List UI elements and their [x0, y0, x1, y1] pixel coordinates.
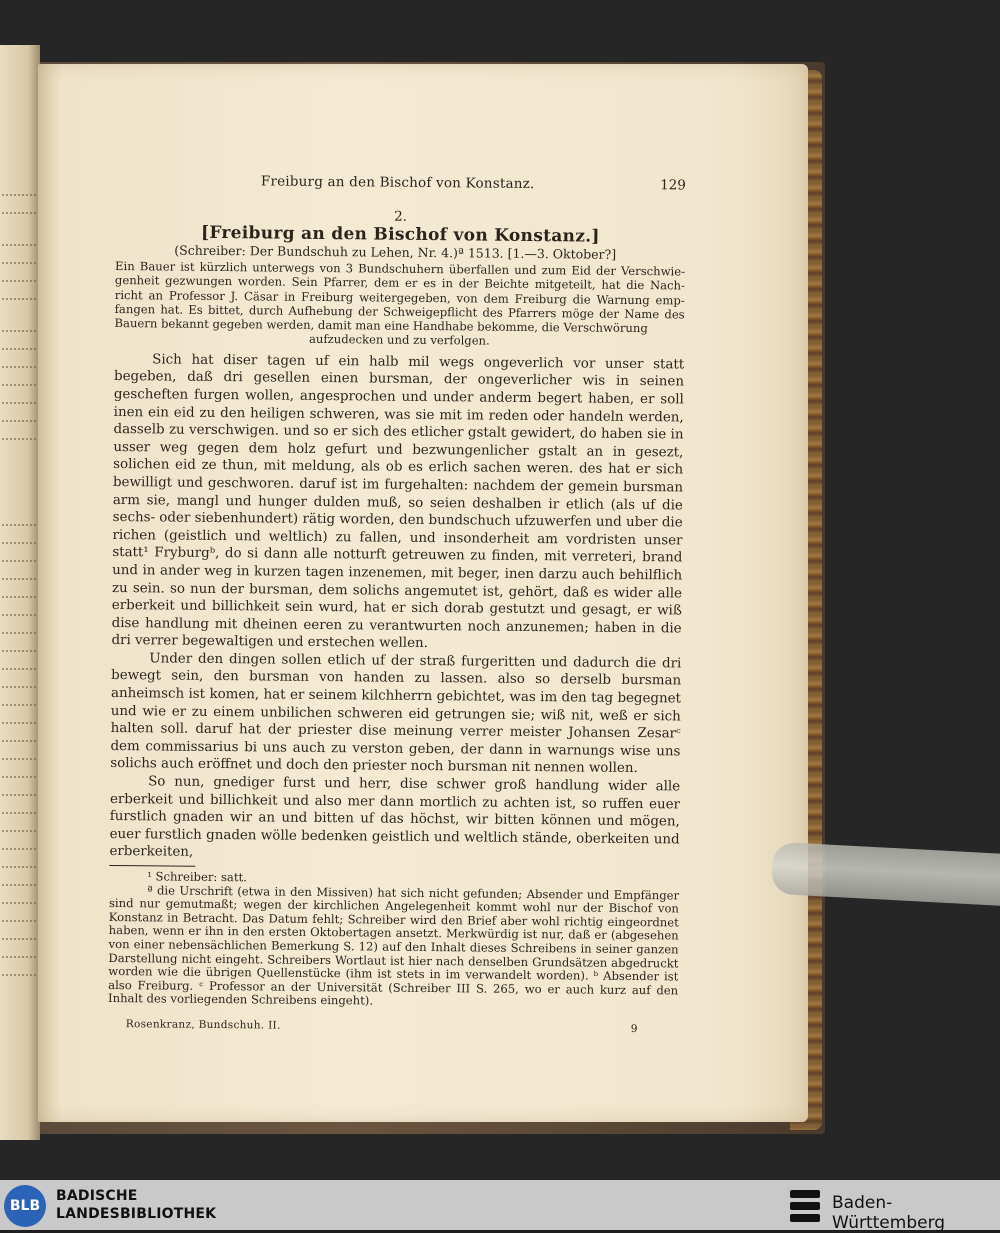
- summary-line-last: aufzudecken und zu verfolgen.: [308, 332, 490, 349]
- document-summary: [114, 259, 685, 350]
- page-number: 129: [660, 177, 686, 194]
- footer-bar: [0, 1180, 1000, 1233]
- footnote: ª die Urschrift (etwa in den Missiven) hat sich nicht gefunden; Absender und Empfänger sind nur gemutmaßt; wegen der kirchlichen Angelegenheit kommt wohl nur der Bischof von Konstanz in Betracht. Das Datum fehlt; Schreiber wird den Brief aber wohl richtig eingeordnet haben, wenn er ihn in den ersten Oktobertagen ansetzt. Merkwürdig ist nur, daß er (abgesehen von einer nebensächlichen Bemerkung S. 12) auf den Inhalt dieses Schreibens in seiner ganzen Darstellung nicht eingeht. Schreibers Wortlaut ist hier nach denselben Grundsätzen abgedruckt worden wie die übrigen Quellenstücke (ihm ist stets in im verwandelt worden). ᵇ Absender ist also Freiburg. ᶜ Professor an der Universität (Schreiber III S. 265, wo er auch kurz auf den Inhalt des vorliegenden Schreibens eingeht).: [108, 882, 680, 1008]
- footnote-divider: [109, 865, 195, 867]
- document-meta: (Schreiber: Der Bundschuh zu Lehen, Nr. 4.)ª 1513. [1.—3. Oktober?]: [174, 242, 617, 262]
- footnote: ¹ Schreiber: satt.: [147, 869, 247, 885]
- page-text-block: [108, 172, 686, 1035]
- body-paragraph: Sich hat diser tagen uf ein halb mil wegs ongeverlich vor unser statt begeben, daß dri gesellen einen bursman, der ongeverlicher wis in seinen gescheften furgen wollen, angesprochen und under anderm begert haben, er soll inen ein eid zu den heiligen schweren, was sie mit im reden oder handeln werden, dasselb zu verschwigen. und so er sich des etlicher gstalt gewidert, do haben sie in usser weg gegen dem holz gefurt und bezwungenlicher gstalt an in gesezt, solichen eid ze thun, mit meldung, als ob es erlich sachen weren. des hat er sich bewilligt und geschworen. daruf ist im furgehalten: nachdem der gemein bursman arm sie, mangl und hunger dulden muß, so seien deshalben ir etlich (als uf die sechs- oder siebenhundert) rätig worden, den bundschuch ufzuwerfen und uber die richen (geistlich und weltlich) zu fallen, und insonderheit am vordristen unser statt¹ Fryburgᵇ, do si dann alle notturft getreuwen zu finden, mit verreteri, brand und in ander weg in kurzen tagen inzenemen, mit beger, inen darzu auch behilflich zu sein. so nun der bursman, dem solichs angemutet ist, gehört, daß es wider alle erberkeit und billichkeit sein wurd, hat er sich dorab gestutzt und gesagt, er wiß dise handlung mit dheinen eeren zu verantwurten noch anzunemen; haben in die dri verrer begewaltigen und erstechen wellen.: [111, 352, 685, 652]
- footnotes: [108, 870, 679, 1011]
- summary-line: fangen hat. Es bittet, durch Aufhebung der Schweigepflicht des Pfarrers möge der Name: [114, 301, 660, 322]
- body-paragraph: So nun, gnediger furst und herr, dise schwer groß handlung wider alle erberkeit und billichkeit und also mer dann mortlich zu achten ist, so ruffen euer furstlich gnaden wir an und bitten uf das höchst, wir bitten können und mögen, euer furstlich gnaden wölle bedenken geistlich und weltlich stände, oberkeiten und erberkeiten,: [109, 774, 681, 861]
- document-number: 2.: [394, 208, 408, 225]
- library-name[interactable]: [56, 1187, 216, 1223]
- summary-line: Ein Bauer ist kürzlich unterwegs von 3 Bundschuhern überfallen und zum Eid der Verschwie-: [115, 258, 686, 279]
- summary-line: genheit gezwungen worden. Sein Pfarrer, dem er es in der Beichte mitgeteilt, hat die Nach-: [114, 273, 686, 293]
- running-head: [116, 172, 686, 193]
- sheet-number: 9: [630, 1022, 638, 1035]
- book-page: [38, 64, 808, 1122]
- body-paragraph: Under den dingen sollen etlich uf der straß furgeritten und dadurch die dri bewegt sein, den bursman von handen zu lassen. also so derselb bursman anheimsch ist komen, hat er seinem kilchherrn gebichtet, was im den tag begegnet und wie er zu einem unbilichen schweren eid getrungen sie; wiß nit, weß er sich halten soll. daruf hat der priester dise meinung verrer meister Johansen Zesarᶜ dem commissarius bi uns auch zu verston geben, der dann in warnungs wise uns solichs auch eröffnet und doch den priester noch bursman nit nennen wollen.: [110, 651, 682, 777]
- baden-wuerttemberg-lions-icon[interactable]: [790, 1188, 824, 1224]
- library-name-line2: LANDESBIBLIOTHEK: [56, 1206, 217, 1222]
- blb-logo-icon[interactable]: BLB: [4, 1185, 46, 1227]
- library-name-line1: BADISCHE: [56, 1188, 138, 1204]
- summary-line: des Bauern bekannt gegeben werden, damit man eine Handhabe bekomme, die Verschwörung: [114, 307, 685, 336]
- summary-line: richt an Professor J. Cäsar in Freiburg weitergegeben, von dem Freiburg die Warnung emp-: [114, 287, 685, 308]
- state-name[interactable]: Baden-Württemberg: [832, 1193, 946, 1233]
- signature-text: Rosenkranz, Bundschuh. II.: [125, 1018, 281, 1032]
- running-title: Freiburg an den Bischof von Konstanz.: [260, 173, 535, 193]
- signature-line: [108, 1018, 678, 1035]
- document-title: [Freiburg an den Bischof von Konstanz.]: [200, 222, 600, 247]
- letter-body: [109, 351, 684, 867]
- left-page-fragment: [0, 45, 40, 1140]
